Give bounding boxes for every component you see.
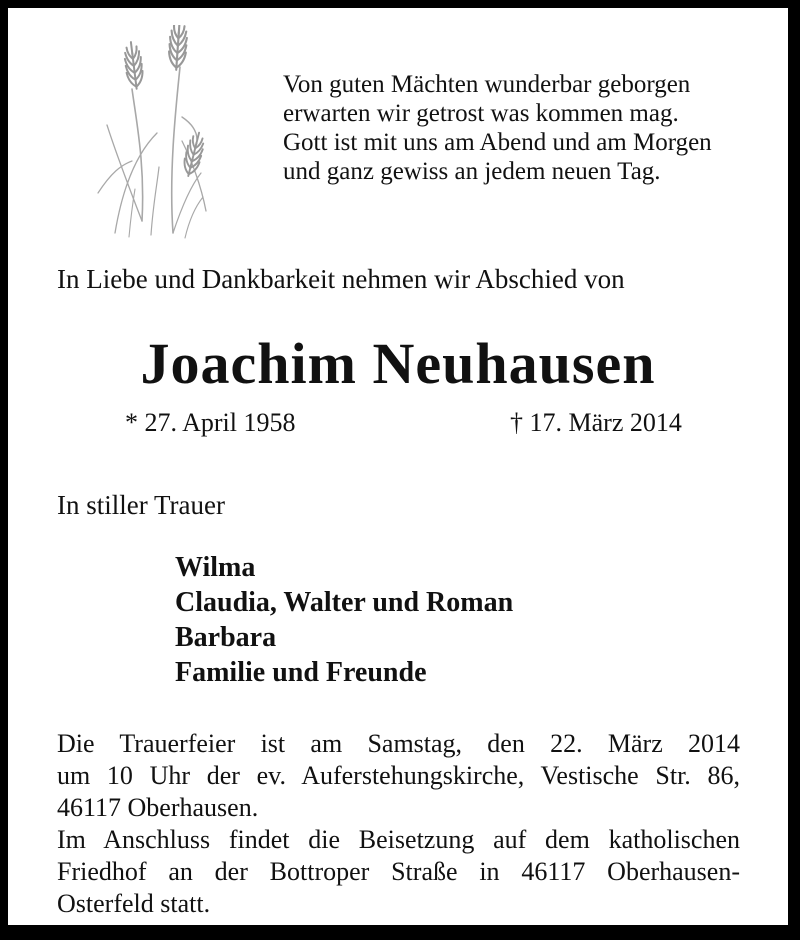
- funeral-detail-line: 46117 Oberhausen.: [57, 793, 259, 822]
- mourner-name: Familie und Freunde: [175, 657, 427, 688]
- birth-date: * 27. April 1958: [125, 408, 296, 437]
- verse-line: Von guten Mächten wunderbar geborgen: [283, 71, 691, 98]
- farewell-intro-line: In Liebe und Dankbarkeit nehmen wir Abschied von: [57, 264, 625, 294]
- obituary-sheet: [8, 8, 788, 925]
- mourner-name: Claudia, Walter und Roman: [175, 587, 514, 618]
- mourning-heading: In stiller Trauer: [57, 490, 225, 520]
- death-date: † 17. März 2014: [510, 408, 682, 437]
- opening-verse: [283, 70, 743, 186]
- wheat-sketch-illustration: [85, 25, 260, 240]
- funeral-detail-line: Die Trauerfeier ist am Samstag, den 22. März 2014: [57, 729, 740, 758]
- verse-line: Gott ist mit uns am Abend und am Morgen: [283, 129, 712, 156]
- verse-line: und ganz gewiss an jedem neuen Tag.: [283, 158, 661, 185]
- deceased-name: Joachim Neuhausen: [140, 331, 656, 396]
- funeral-detail-line: Friedhof an der Bottroper Straße in 46117 Oberhausen-: [57, 857, 740, 886]
- mourner-name: Barbara: [175, 622, 277, 653]
- mourner-name: Wilma: [175, 552, 256, 583]
- funeral-detail-line: Im Anschluss findet die Beisetzung auf dem katholischen: [57, 825, 740, 854]
- verse-line: erwarten wir getrost was kommen mag.: [283, 100, 679, 127]
- funeral-details: [57, 728, 740, 920]
- life-dates-row: [8, 408, 788, 442]
- funeral-detail-line: Osterfeld statt.: [57, 889, 211, 918]
- mourners-list: [175, 550, 675, 690]
- funeral-detail-line: um 10 Uhr der ev. Auferstehungskirche, Vestische Str. 86,: [57, 761, 740, 790]
